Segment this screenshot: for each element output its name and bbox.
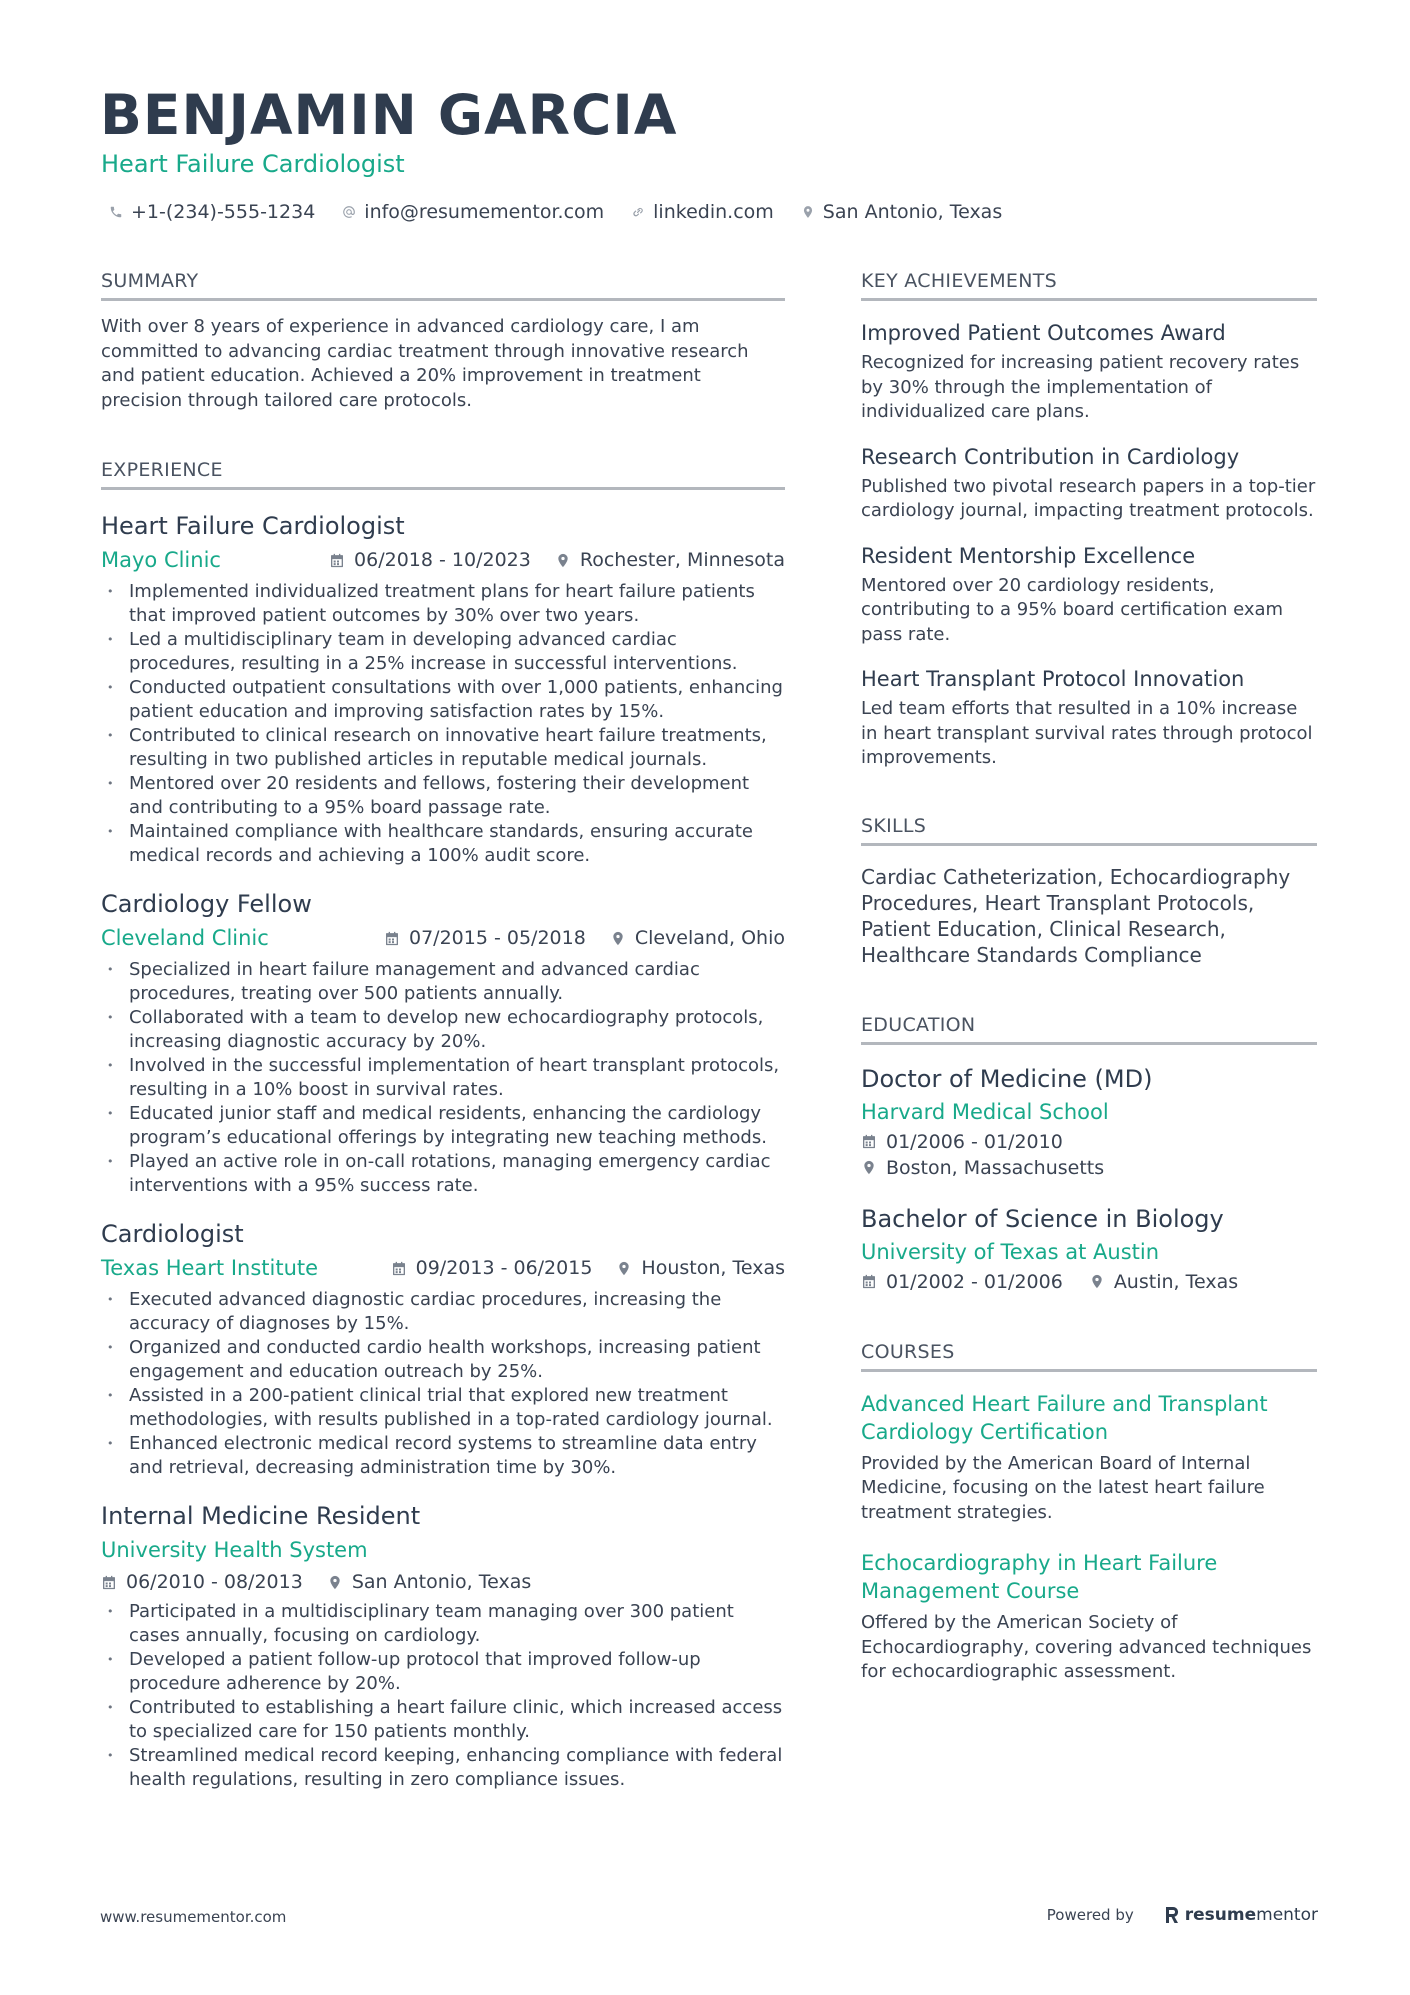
education-dates: 01/2006 - 01/2010: [886, 1130, 1063, 1153]
location-pin-icon: [1089, 1273, 1105, 1290]
calendar-icon: [101, 1574, 117, 1591]
job-bullet: • Participated in a multidisciplinary team managing over 300 patient cases annually, focusing on cardiology.: [101, 1600, 785, 1648]
job-dates: 06/2018 - 10/2023: [354, 549, 531, 571]
job-company: Mayo Clinic: [101, 548, 221, 572]
job-location: Rochester, Minnesota: [579, 549, 785, 571]
contact-linkedin-text: linkedin.com: [653, 201, 774, 223]
resumementor-logo-icon: [1164, 1905, 1180, 1925]
location-pin-icon: [861, 1159, 877, 1176]
job-entry: [101, 1500, 785, 1792]
course-item: [861, 1390, 1317, 1526]
education-location: Austin, Texas: [1113, 1270, 1239, 1293]
contact-email-text: info@resumementor.com: [364, 201, 605, 223]
brand-logo[interactable]: [1164, 1905, 1318, 1925]
education-dates-row: [861, 1269, 1317, 1295]
job-bullet: • Specialized in heart failure management and advanced cardiac procedures, treating over 500 patients annually.: [101, 958, 785, 1006]
contact-location: [800, 201, 1002, 223]
job-location: San Antonio, Texas: [351, 1571, 532, 1593]
education-item: [861, 1063, 1317, 1181]
achievement-title: Heart Transplant Protocol Innovation: [861, 667, 1245, 691]
location-pin-icon: [610, 930, 626, 947]
job-location: Houston, Texas: [641, 1257, 785, 1279]
achievement-desc: Recognized for increasing patient recovery rates by 30% through the implementation of individualized care plans.: [861, 352, 1300, 422]
location-pin-icon: [616, 1260, 632, 1277]
job-bullet: • Implemented individualized treatment plans for heart failure patients that improved patient outcomes by 30% over two years.: [101, 580, 785, 628]
experience-heading: EXPERIENCE: [101, 457, 785, 490]
job-bullets: [101, 1288, 785, 1480]
brand-name-rest: mentor: [1256, 1905, 1318, 1925]
achievement-item: [861, 665, 1317, 771]
location-pin-icon: [327, 1574, 343, 1591]
job-bullets: [101, 580, 785, 868]
job-bullet: • Streamlined medical record keeping, enhancing compliance with federal health regulations, resulting in zero compliance issues.: [101, 1744, 785, 1792]
achievement-title: Improved Patient Outcomes Award: [861, 321, 1226, 345]
education-item: [861, 1203, 1317, 1295]
powered-by-label: Powered by: [1046, 1906, 1134, 1924]
job-title: Heart Failure Cardiologist: [101, 512, 405, 540]
course-title: Echocardiography in Heart Failure Management Course: [861, 1551, 1218, 1603]
achievement-desc: Mentored over 20 cardiology residents, contributing to a 95% board certification exam pass rate.: [861, 574, 1284, 645]
job-dates: 09/2013 - 06/2015: [415, 1257, 593, 1279]
job-entry: [101, 1218, 785, 1480]
job-meta: [101, 922, 785, 954]
calendar-icon: [391, 1260, 407, 1277]
calendar-icon: [861, 1273, 877, 1290]
education-school: University of Texas at Austin: [861, 1239, 1160, 1264]
contact-phone-text: +1-(234)-555-1234: [131, 201, 316, 223]
calendar-icon: [861, 1133, 877, 1150]
job-bullet: • Played an active role in on-call rotations, managing emergency cardiac interventions with a 95% success rate.: [101, 1150, 785, 1198]
job-bullet: • Contributed to clinical research on innovative heart failure treatments, resulting in two published articles in reputable medical journals.: [101, 724, 785, 772]
job-bullet: • Assisted in a 200-patient clinical trial that explored new treatment methodologies, with results published in a top-rated cardiology journal.: [101, 1384, 785, 1432]
achievement-title: Resident Mentorship Excellence: [861, 543, 1196, 568]
job-bullet: • Involved in the successful implementation of heart transplant protocols, resulting in a 10% boost in survival rates.: [101, 1054, 785, 1102]
contact-bar: [108, 196, 1002, 228]
summary-heading: SUMMARY: [101, 268, 785, 301]
contact-email[interactable]: [341, 201, 604, 223]
phone-icon: [108, 203, 124, 221]
job-meta: [101, 1252, 785, 1284]
job-bullet: • Maintained compliance with healthcare standards, ensuring accurate medical records and achieving a 100% audit score.: [101, 820, 785, 868]
job-meta: [101, 544, 785, 576]
job-meta: [101, 1568, 785, 1596]
job-company: Texas Heart Institute: [101, 1256, 319, 1280]
location-pin-icon: [555, 552, 571, 569]
course-desc: Offered by the American Society of Echocardiography, covering advanced techniques for echocardiographic assessment.: [861, 1612, 1312, 1682]
contact-location-text: San Antonio, Texas: [822, 201, 1003, 223]
achievement-desc: Published two pivotal research papers in a top-tier cardiology journal, impacting treatment protocols.: [861, 475, 1316, 521]
right-column: [861, 268, 1317, 1685]
left-column: [101, 268, 785, 1792]
achievement-item: [861, 319, 1317, 425]
contact-linkedin[interactable]: [630, 201, 774, 223]
job-bullet: • Conducted outpatient consultations with over 1,000 patients, enhancing patient education and improving satisfaction rates by 15%.: [101, 676, 785, 724]
candidate-name: BENJAMIN GARCIA: [100, 83, 678, 147]
achievement-title: Research Contribution in Cardiology: [861, 444, 1240, 469]
course-desc: Provided by the American Board of Internal Medicine, focusing on the latest heart failure treatment strategies.: [861, 1452, 1265, 1523]
job-bullet: • Enhanced electronic medical record systems to streamline data entry and retrieval, decreasing administration time by 30%.: [101, 1432, 785, 1480]
education-dates-row: [861, 1129, 1317, 1155]
job-title: Cardiologist: [101, 1220, 244, 1248]
education-dates: 01/2002 - 01/2006: [886, 1270, 1063, 1293]
achievement-desc: Led team efforts that resulted in a 10% increase in heart transplant survival rates through protocol improvements.: [861, 698, 1313, 768]
footer-url[interactable]: www.resumementor.com: [100, 1908, 287, 1926]
achievements-heading: KEY ACHIEVEMENTS: [861, 268, 1317, 301]
job-bullet: • Executed advanced diagnostic cardiac procedures, increasing the accuracy of diagnoses by 15%.: [101, 1288, 785, 1336]
education-degree: Doctor of Medicine (MD): [861, 1064, 1153, 1093]
course-item: [861, 1549, 1317, 1685]
job-bullet: • Developed a patient follow-up protocol that improved follow-up procedure adherence by 20%.: [101, 1648, 785, 1696]
summary-text: With over 8 years of experience in advanced cardiology care, I am committed to advancing cardiac treatment through innovative research and patient education. Achieved a 20% improvement in treatment precision through tailored care protocols.: [101, 316, 749, 411]
job-bullet: • Organized and conducted cardio health workshops, increasing patient engagement and education outreach by 25%.: [101, 1336, 785, 1384]
job-bullet: • Mentored over 20 residents and fellows, fostering their development and contributing to a 95% board passage rate.: [101, 772, 785, 820]
job-title: Cardiology Fellow: [101, 890, 312, 918]
job-title: Internal Medicine Resident: [101, 1502, 421, 1530]
job-bullet: • Educated junior staff and medical residents, enhancing the cardiology program’s educational offerings by integrating new teaching methods.: [101, 1102, 785, 1150]
link-icon: [630, 203, 646, 221]
candidate-role: Heart Failure Cardiologist: [101, 150, 405, 178]
education-heading: EDUCATION: [861, 1012, 1317, 1045]
job-location: Cleveland, Ohio: [634, 927, 785, 949]
course-title: Advanced Heart Failure and Transplant Cardiology Certification: [861, 1391, 1268, 1444]
job-bullet: • Contributed to establishing a heart failure clinic, which increased access to specialized care for 150 patients monthly.: [101, 1696, 785, 1744]
job-entry: [101, 888, 785, 1198]
achievement-item: [861, 443, 1317, 524]
education-location: Boston, Massachusetts: [886, 1156, 1105, 1179]
education-degree: Bachelor of Science in Biology: [861, 1204, 1224, 1233]
job-bullets: [101, 1600, 785, 1792]
job-company: Cleveland Clinic: [101, 926, 269, 950]
at-icon: [341, 203, 357, 221]
job-company: University Health System: [101, 1538, 368, 1562]
job-dates: 06/2010 - 08/2013: [126, 1571, 303, 1593]
job-dates: 07/2015 - 05/2018: [409, 927, 586, 949]
calendar-icon: [384, 930, 400, 947]
location-pin-icon: [800, 203, 816, 221]
job-bullets: [101, 958, 785, 1198]
footer-powered-by: [1047, 1900, 1318, 1930]
brand-name-bold: resume: [1184, 1905, 1257, 1925]
contact-phone[interactable]: [108, 201, 315, 223]
education-location-row: [861, 1155, 1317, 1181]
achievement-item: [861, 542, 1317, 648]
courses-heading: COURSES: [861, 1339, 1317, 1372]
job-bullet: • Collaborated with a team to develop new echocardiography protocols, increasing diagnostic accuracy by 20%.: [101, 1006, 785, 1054]
education-school: Harvard Medical School: [861, 1099, 1109, 1124]
job-bullet: • Led a multidisciplinary team in developing advanced cardiac procedures, resulting in a 25% increase in successful interventions.: [101, 628, 785, 676]
job-entry: [101, 510, 785, 868]
skills-text: Cardiac Catheterization, Echocardiography Procedures, Heart Transplant Protocols, Patient Education, Clinical Research, Healthcare Standards Compliance: [861, 864, 1291, 967]
calendar-icon: [329, 552, 345, 569]
skills-heading: SKILLS: [861, 813, 1317, 846]
